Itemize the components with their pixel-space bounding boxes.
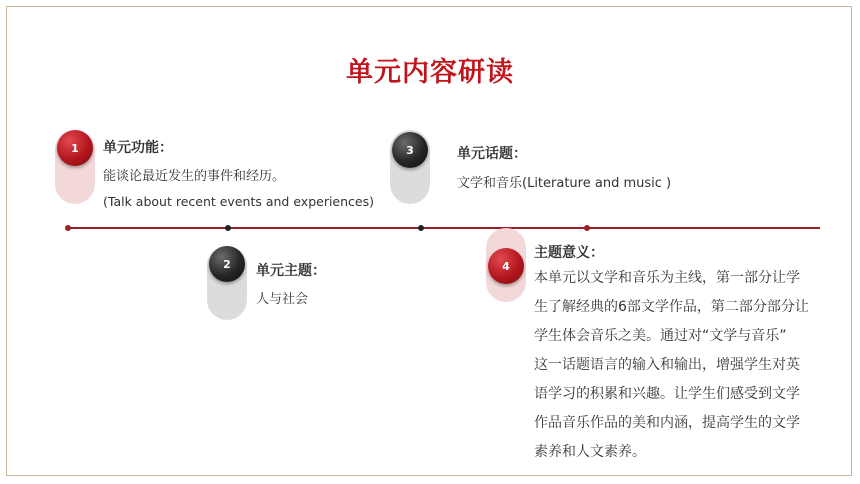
paragraph-line: 学生体会音乐之美。通过对“文学与音乐” (534, 328, 787, 344)
paragraph-line: 语学习的积累和兴趣。让学生们感受到文学 (534, 386, 800, 402)
item-4-heading: 主题意义： (534, 245, 604, 261)
timeline-dot (418, 225, 424, 231)
timeline-line (68, 227, 820, 229)
page-title: 单元内容研读 (346, 57, 514, 88)
item-1-subtext: (Talk about recent events and experiences) (103, 194, 374, 209)
item-4-paragraph (534, 264, 854, 467)
timeline-dot (225, 225, 231, 231)
item-1-number-badge: 1 (57, 130, 93, 166)
item-3-heading: 单元话题： (457, 146, 527, 162)
timeline-dot (584, 225, 590, 231)
item-2-text: 人与社会 (256, 292, 309, 307)
timeline-dot (65, 225, 71, 231)
item-3-text: 文学和音乐(Literature and music ) (457, 176, 672, 191)
item-2-number-badge: 2 (209, 246, 245, 282)
item-2-heading: 单元主题： (256, 263, 326, 279)
item-4-number-badge: 4 (488, 248, 524, 284)
paragraph-line: 这一话题语言的输入和输出，增强学生对英 (534, 357, 800, 373)
paragraph-line: 生了解经典的6部文学作品，第二部分部分让 (534, 299, 809, 315)
item-1-heading: 单元功能： (103, 140, 173, 156)
paragraph-line: 本单元以文学和音乐为主线，第一部分让学 (534, 270, 800, 286)
paragraph-line: 素养和人文素养。 (534, 444, 646, 460)
item-3-number-badge: 3 (392, 132, 428, 168)
paragraph-line: 作品音乐作品的美和内涵，提高学生的文学 (534, 415, 800, 431)
item-1-text: 能谈论最近发生的事件和经历。 (103, 169, 286, 184)
